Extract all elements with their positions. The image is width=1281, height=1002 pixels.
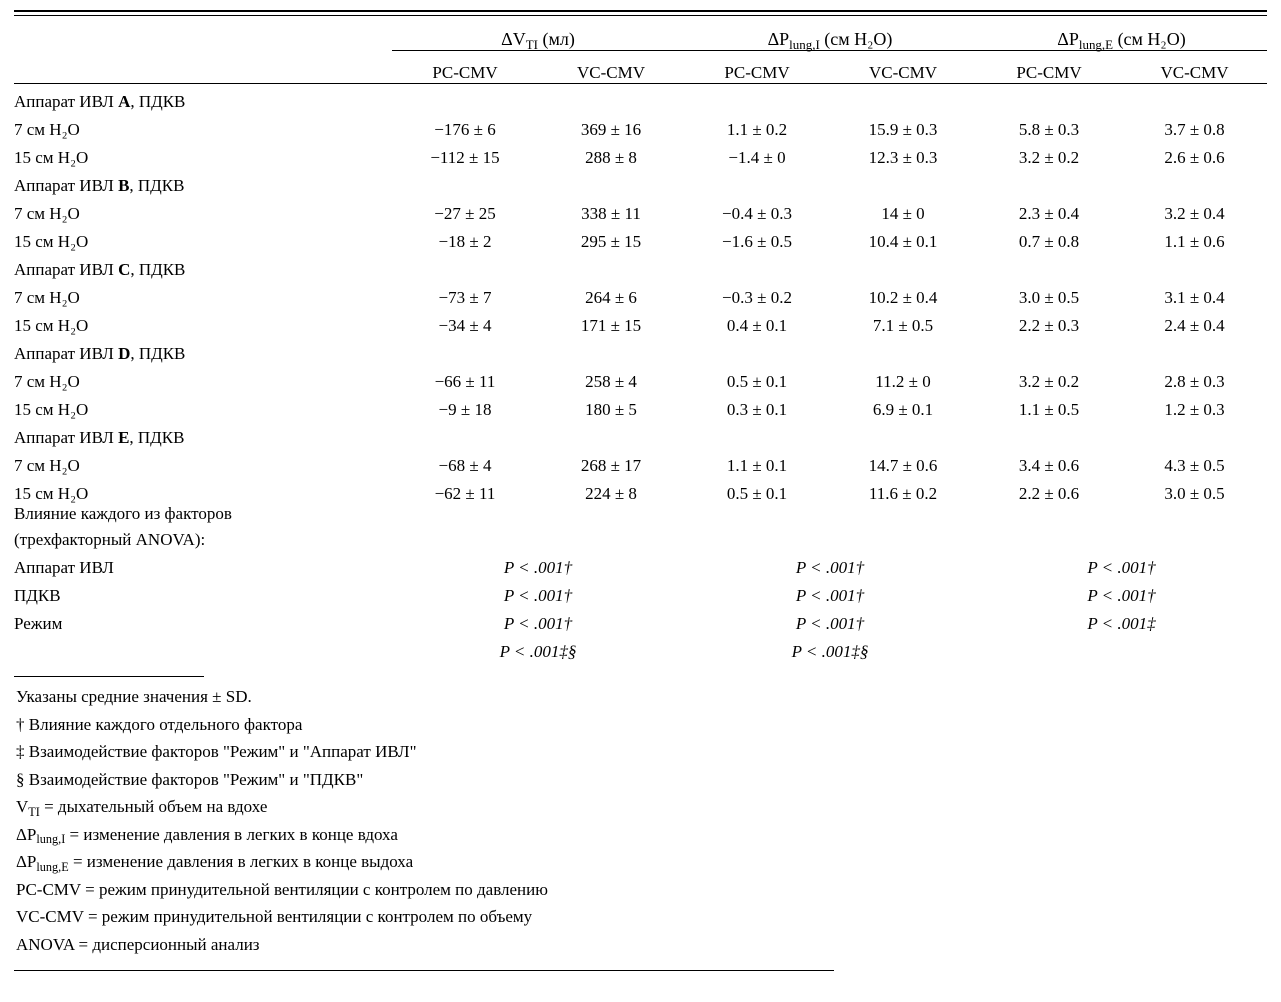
cell-value: 12.3 ± 0.3 [868, 148, 938, 167]
section-title-e-prefix: Аппарат ИВЛ [14, 428, 119, 447]
row-label: 7 см H₂O [14, 456, 80, 475]
cell-value: 14 ± 0 [881, 204, 925, 223]
cell-value: 295 ± 15 [580, 232, 642, 251]
anova-row-label: ПДКВ [14, 586, 61, 605]
section-title-b-suffix: , ПДКВ [129, 176, 185, 195]
section-header-row [14, 168, 1267, 196]
header-group-row [14, 16, 1267, 51]
cell-value: −9 ± 18 [438, 400, 492, 419]
cell-value: 3.2 ± 0.4 [1164, 204, 1225, 223]
row-label: 7 см H₂O [14, 288, 80, 307]
anova-row-label [14, 634, 392, 662]
cell-value: 11.2 ± 0 [875, 372, 931, 391]
cell-value: −176 ± 6 [434, 120, 496, 139]
cell-value: −1.6 ± 0.5 [722, 232, 792, 251]
header-group-dplunge-unit: (см H₂O) [1113, 29, 1186, 49]
cell-value: 10.2 ± 0.4 [868, 288, 938, 307]
cell-value: 3.2 ± 0.2 [1018, 148, 1080, 167]
cell-value: 3.4 ± 0.6 [1018, 456, 1080, 475]
section-header-row [14, 84, 1267, 113]
cell-value: 2.3 ± 0.4 [1018, 204, 1080, 223]
anova-row [14, 606, 1267, 634]
section-title-d [14, 336, 1267, 364]
row-label: 15 см H₂O [14, 400, 89, 419]
table-row [14, 448, 1267, 476]
footnote-dplunge-sub: lung,E [36, 859, 69, 874]
section-title-a-letter: A [118, 92, 131, 111]
footnote-vti: $V_{TI}$ = дыхательный объем на вдохе [16, 797, 268, 819]
cell-value: 0.5 ± 0.1 [726, 484, 788, 503]
anova-row-label: Режим [14, 614, 63, 633]
header-col-dplunge-pccmv: PC-CMV [976, 51, 1122, 84]
footnote-dplungi-sub: lung,I [36, 832, 66, 847]
cell-value: 180 ± 5 [585, 400, 637, 419]
footnote-separator-rule [14, 676, 204, 677]
row-label: 15 см H₂O [14, 316, 89, 335]
section-header-row [14, 420, 1267, 448]
cell-value: 338 ± 11 [581, 204, 641, 223]
header-group-dvti-sub: TI [525, 36, 538, 52]
anova-pvalue: P < .001‡§ [791, 642, 869, 661]
cell-value: 14.7 ± 0.6 [868, 456, 938, 475]
anova-row-label: Аппарат ИВЛ [14, 558, 114, 577]
header-group-dplungi-unit: (см H₂O) [819, 29, 893, 49]
cell-value: 3.1 ± 0.4 [1164, 288, 1225, 307]
table-bottom-rule [14, 970, 834, 971]
header-group-dvti-symbol: ΔV [501, 29, 526, 49]
cell-value: 3.0 ± 0.5 [1164, 484, 1225, 503]
anova-row [14, 550, 1267, 578]
anova-pvalue: P < .001‡ [1087, 614, 1156, 633]
cell-value: 1.1 ± 0.5 [1018, 400, 1080, 419]
cell-value: 258 ± 4 [585, 372, 637, 391]
footnote-double-dagger: ‡ Взаимодействие факторов "Режим" и "Аппарат ИВЛ" [16, 742, 417, 762]
cell-value: 264 ± 6 [585, 288, 637, 307]
table-row [14, 392, 1267, 420]
cell-value: 2.2 ± 0.3 [1018, 316, 1080, 335]
section-title-d-suffix: , ПДКВ [130, 344, 186, 363]
header-sub-row [14, 51, 1267, 84]
table-row [14, 224, 1267, 252]
row-label: 7 см H₂O [14, 120, 80, 139]
cell-value: −62 ± 11 [434, 484, 496, 503]
cell-value: 11.6 ± 0.2 [868, 484, 938, 503]
cell-value: 224 ± 8 [585, 484, 637, 503]
cell-value: −68 ± 4 [438, 456, 492, 475]
anova-pvalue: P < .001† [1087, 558, 1156, 577]
anova-pvalue: P < .001† [503, 558, 573, 577]
row-label: 7 см H₂O [14, 204, 80, 223]
cell-value: 2.6 ± 0.6 [1164, 148, 1225, 167]
table-row [14, 308, 1267, 336]
footnote-vti-sub: TI [28, 804, 40, 819]
section-header-row [14, 252, 1267, 280]
cell-value: −34 ± 4 [438, 316, 492, 335]
cell-value: 0.5 ± 0.1 [726, 372, 788, 391]
header-group-dplungi-sub: lung,I [789, 36, 820, 52]
row-label: 15 см H₂O [14, 148, 89, 167]
footnote-mean-sd: Указаны средние значения ± SD. [16, 687, 252, 706]
cell-value: 5.8 ± 0.3 [1018, 120, 1080, 139]
cell-value: −73 ± 7 [438, 288, 492, 307]
results-table [14, 16, 1267, 662]
cell-value: 171 ± 15 [580, 316, 642, 335]
anova-pvalue: P < .001† [795, 586, 865, 605]
table-row [14, 364, 1267, 392]
section-title-b [14, 168, 1267, 196]
anova-title-row-1 [14, 504, 1267, 524]
header-group-dplunge-symbol: ΔP [1057, 29, 1079, 49]
cell-value: −1.4 ± 0 [728, 148, 786, 167]
cell-value: 2.4 ± 0.4 [1164, 316, 1225, 335]
anova-pvalue: P < .001† [503, 614, 573, 633]
anova-pvalue: P < .001‡§ [499, 642, 577, 661]
footnote-section-sign: § Взаимодействие факторов "Режим" и "ПДКВ" [16, 769, 364, 789]
section-title-c-prefix: Аппарат ИВЛ [14, 260, 119, 279]
header-group-dplungi [684, 16, 976, 51]
cell-value: 15.9 ± 0.3 [868, 120, 938, 139]
table-row [14, 280, 1267, 308]
header-group-dplunge-sub: lung,E [1078, 36, 1114, 52]
header-group-dvti-unit: (мл) [537, 29, 575, 49]
cell-value: 1.1 ± 0.2 [726, 120, 788, 139]
cell-value: 3.2 ± 0.2 [1018, 372, 1080, 391]
section-title-b-prefix: Аппарат ИВЛ [14, 176, 119, 195]
header-col-dplungi-vccmv: VC-CMV [830, 51, 976, 84]
cell-value: 1.1 ± 0.6 [1164, 232, 1225, 251]
cell-value: 1.2 ± 0.3 [1164, 400, 1225, 419]
cell-value: 1.1 ± 0.1 [726, 456, 788, 475]
anova-title-row-2 [14, 524, 1267, 550]
cell-value: 10.4 ± 0.1 [868, 232, 938, 251]
section-title-b-letter: B [118, 176, 130, 195]
section-title-a-prefix: Аппарат ИВЛ [14, 92, 119, 111]
cell-value: 2.2 ± 0.6 [1018, 484, 1080, 503]
anova-pvalue: P < .001† [503, 586, 573, 605]
cell-value: 4.3 ± 0.5 [1164, 456, 1225, 475]
cell-value: −112 ± 15 [430, 148, 500, 167]
section-title-c [14, 252, 1267, 280]
footnote-vccmv: VC-CMV = режим принудительной вентиляции с контролем по объему [16, 907, 533, 927]
cell-value: 0.7 ± 0.8 [1018, 232, 1080, 251]
footnote-dagger: † Влияние каждого отдельного фактора [16, 714, 303, 734]
header-sub-corner [14, 51, 392, 84]
cell-value: 3.7 ± 0.8 [1164, 120, 1225, 139]
anova-pvalue: P < .001† [1087, 586, 1156, 605]
footnote-pccmv: PC-CMV = режим принудительной вентиляции с контролем по давлению [16, 879, 548, 899]
section-title-c-letter: C [118, 260, 131, 279]
cell-value: 6.9 ± 0.1 [872, 400, 934, 419]
row-label: 15 см H₂O [14, 484, 89, 503]
header-col-dvti-pccmv: PC-CMV [392, 51, 538, 84]
anova-title-line1: Влияние каждого из факторов [14, 504, 232, 523]
table-row [14, 112, 1267, 140]
footnote-dplungi: $\Delta P_{lung,I}$ = изменение давления в легких в конце вдоха [16, 824, 398, 847]
footnote-anova: ANOVA = дисперсионный анализ [16, 934, 260, 954]
header-group-dvti [392, 16, 684, 51]
table-row [14, 140, 1267, 168]
anova-pvalue [976, 634, 1267, 662]
anova-row [14, 578, 1267, 606]
header-group-dplungi-symbol: ΔP [767, 29, 790, 49]
footnote-dplunge: $\Delta P_{lung,E}$ = изменение давления в легких в конце выдоха [16, 852, 414, 874]
cell-value: −66 ± 11 [434, 372, 496, 391]
header-group-dplunge [976, 16, 1267, 51]
anova-pvalue: P < .001† [795, 614, 865, 633]
row-label: 15 см H₂O [14, 232, 89, 251]
section-title-a [14, 84, 1267, 113]
section-title-d-letter: D [118, 344, 131, 363]
cell-value: −0.3 ± 0.2 [722, 288, 792, 307]
cell-value: 369 ± 16 [580, 120, 642, 139]
row-label: 7 см H₂O [14, 372, 80, 391]
section-title-c-suffix: , ПДКВ [130, 260, 186, 279]
section-title-d-prefix: Аппарат ИВЛ [14, 344, 119, 363]
section-title-e-suffix: , ПДКВ [129, 428, 185, 447]
header-col-dplunge-vccmv: VC-CMV [1122, 51, 1267, 84]
cell-value: 2.8 ± 0.3 [1164, 372, 1225, 391]
section-title-a-suffix: , ПДКВ [130, 92, 186, 111]
section-title-e [14, 420, 1267, 448]
anova-pvalue: P < .001† [795, 558, 865, 577]
cell-value: 0.3 ± 0.1 [726, 400, 788, 419]
section-header-row [14, 336, 1267, 364]
table-row [14, 476, 1267, 504]
anova-row [14, 634, 1267, 662]
cell-value: 0.4 ± 0.1 [726, 316, 788, 335]
cell-value: 3.0 ± 0.5 [1018, 288, 1080, 307]
cell-value: −0.4 ± 0.3 [722, 204, 792, 223]
section-title-e-letter: E [118, 428, 130, 447]
cell-value: 7.1 ± 0.5 [872, 316, 934, 335]
header-corner-cell [14, 16, 392, 51]
cell-value: −27 ± 25 [434, 204, 496, 223]
cell-value: 268 ± 17 [580, 456, 642, 475]
table-row [14, 196, 1267, 224]
cell-value: 288 ± 8 [585, 148, 637, 167]
header-col-dvti-vccmv: VC-CMV [538, 51, 684, 84]
anova-title-line2: (трехфакторный ANOVA): [14, 530, 206, 549]
cell-value: −18 ± 2 [438, 232, 492, 251]
footnotes [14, 683, 1267, 958]
header-col-dplungi-pccmv: PC-CMV [684, 51, 830, 84]
